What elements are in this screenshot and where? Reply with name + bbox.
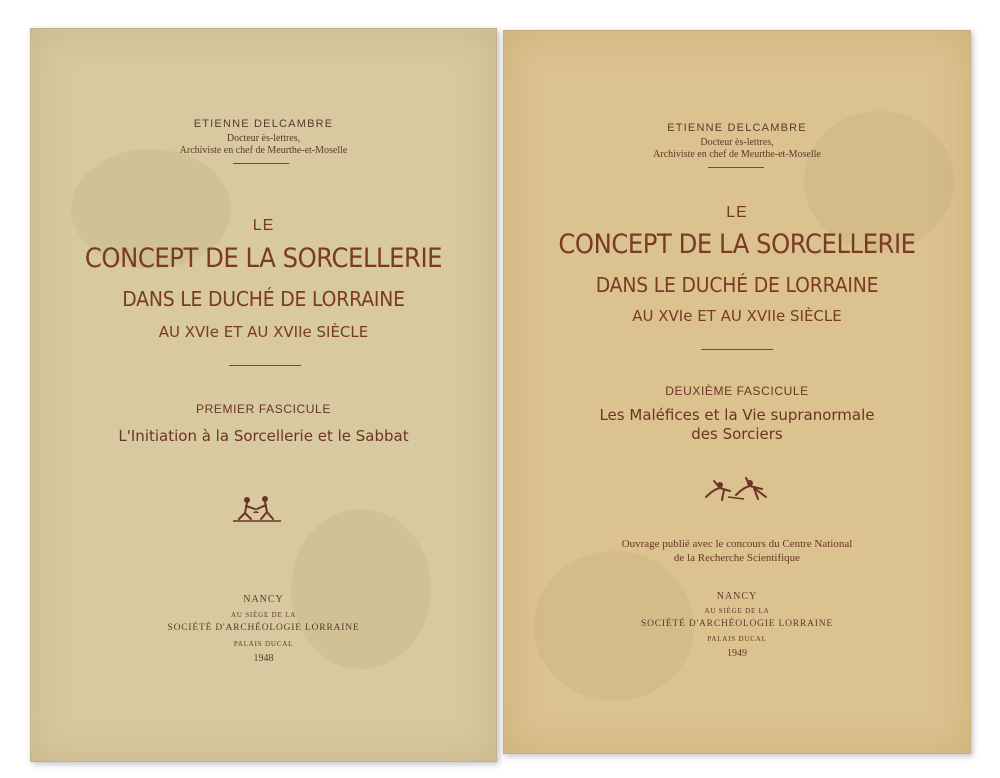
divider (708, 167, 764, 168)
title-main: CONCEPT DE LA SORCELLERIE (558, 229, 916, 260)
title-line-2: DANS LE DUCHÉ DE LORRAINE (122, 287, 405, 311)
flying-figures-icon (700, 473, 772, 505)
publication-note-line-2: de la Recherche Scientifique (673, 552, 801, 564)
publication-note-line-1: Ouvrage publié avec le concours du Centre National (621, 538, 853, 550)
publisher-society: SOCIÉTÉ D'ARCHÉOLOGIE LORRAINE (641, 619, 833, 629)
author-position: Archiviste en chef de Meurthe-et-Moselle (179, 145, 348, 156)
publisher-city: NANCY (243, 594, 284, 605)
author-credential: Docteur ès-lettres, (226, 133, 301, 144)
title-article: LE (252, 217, 275, 234)
publisher-palace: PALAIS DUCAL (233, 640, 294, 648)
divider (233, 163, 289, 164)
volume-subtitle-line-1: Les Maléfices et la Vie supranormale (599, 406, 875, 424)
volume-subtitle-line-2: des Sorciers (691, 425, 783, 443)
author-name: ETIENNE DELCAMBRE (667, 122, 807, 134)
publisher-seat: AU SIÈGE DE LA (230, 611, 297, 619)
fascicle-label: PREMIER FASCICULE (196, 402, 331, 416)
publisher-seat: AU SIÈGE DE LA (704, 607, 770, 615)
book-cover-volume-1 (30, 28, 497, 762)
title-main: CONCEPT DE LA SORCELLERIE (84, 243, 443, 274)
seated-figures-icon (229, 491, 285, 525)
author-name: ETIENNE DELCAMBRE (193, 118, 334, 130)
publication-year: 1949 (727, 648, 747, 659)
author-credential: Docteur ès-lettres, (700, 137, 774, 148)
title-line-3: AU XVIe ET AU XVIIe SIÈCLE (158, 323, 369, 341)
divider (229, 365, 301, 366)
title-article: LE (726, 204, 748, 221)
title-line-3: AU XVIe ET AU XVIIe SIÈCLE (632, 307, 842, 325)
book-cover-volume-2 (503, 30, 971, 754)
publisher-city: NANCY (716, 591, 758, 602)
volume-subtitle: L'Initiation à la Sorcellerie et le Sabbat (118, 427, 409, 445)
publisher-palace: PALAIS DUCAL (707, 635, 767, 643)
author-position: Archiviste en chef de Meurthe-et-Moselle (653, 149, 821, 160)
publication-year: 1948 (253, 653, 274, 664)
title-line-2: DANS LE DUCHÉ DE LORRAINE (595, 273, 879, 297)
publisher-society: SOCIÉTÉ D'ARCHÉOLOGIE LORRAINE (167, 623, 360, 633)
fascicle-label: DEUXIÈME FASCICULE (665, 384, 809, 398)
divider (701, 349, 773, 350)
